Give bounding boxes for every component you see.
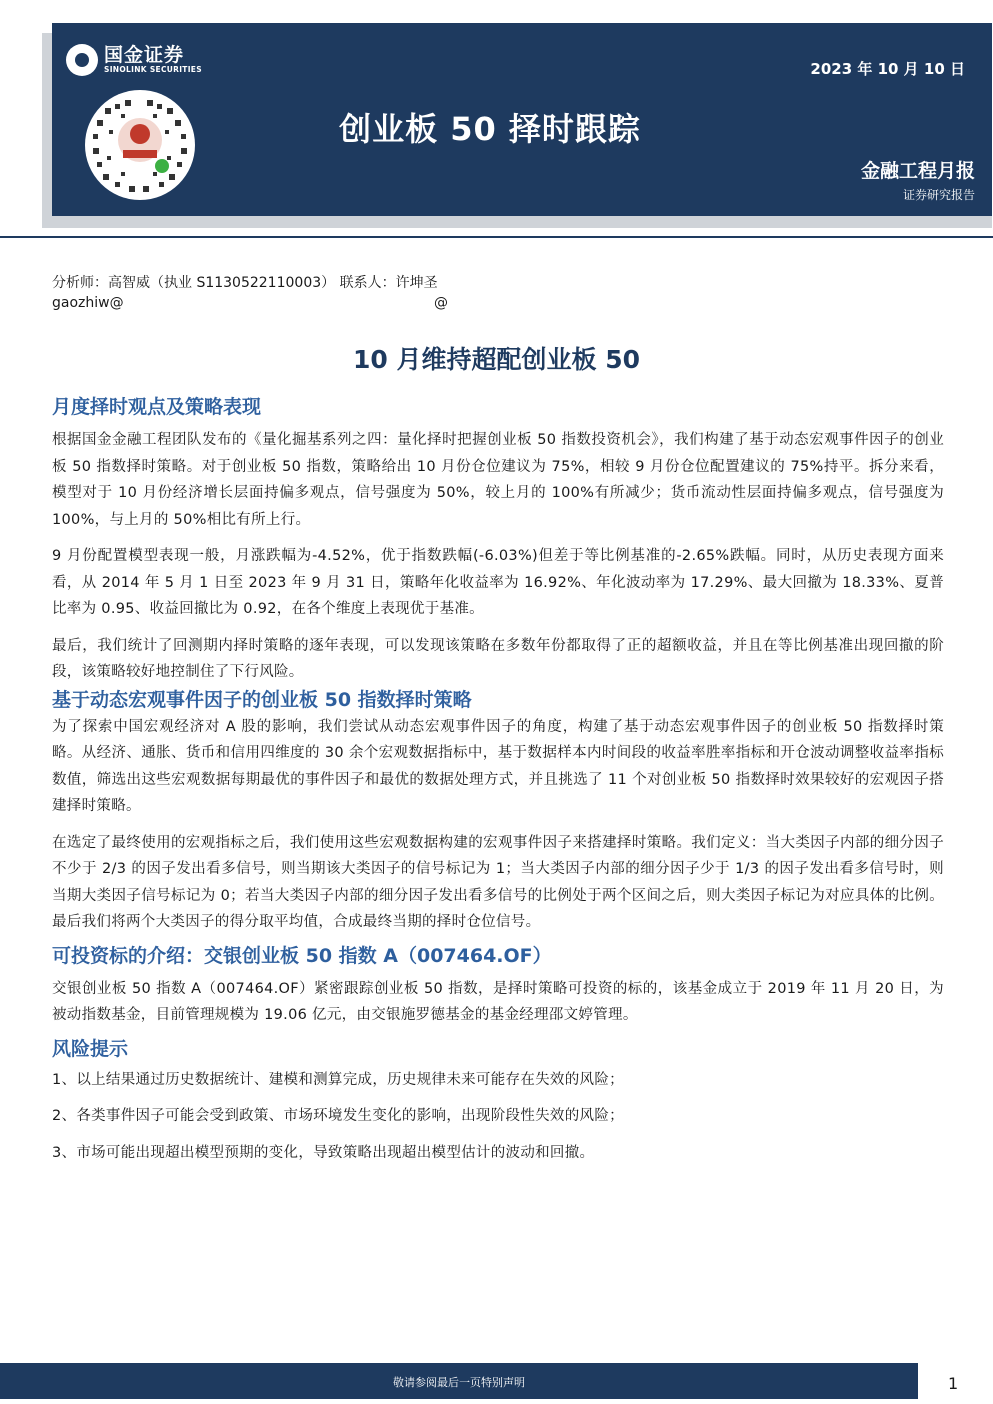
footer-notice: 敬请参阅最后一页特别声明 (393, 1376, 525, 1389)
risk-item: 3、市场可能出现超出模型预期的变化，导致策略出现超出模型估计的波动和回撤。 (52, 1144, 595, 1161)
report-date: 2023 年 10 月 10 日 (810, 60, 965, 78)
risk-item: 1、以上结果通过历史数据统计、建模和测算完成，历史规律未来可能存在失效的风险； (52, 1071, 624, 1088)
email-row (52, 293, 472, 313)
logo-chinese-name: 国金证券 (104, 44, 185, 66)
paragraph: 9 月份配置模型表现一般，月涨跌幅为-4.52%，优于指数跌幅(-6.03%)但差于等比例基准的-2.65%跌幅。同时，从历史表现方面来看，从 2014 年 5 月 1 日至 2023 年 9 月 31 日，策略年化收益率为 16.92%、年化波动率为 17.29%、最大回撤为 18.33%、夏普比率为 0.95、收益回撤比为 0.92，在各个维度上表现优于基准。 (52, 548, 944, 617)
section-heading: 基于动态宏观事件因子的创业板 50 指数择时策略 (52, 688, 472, 711)
logo-mark-icon (66, 44, 98, 76)
qr-code-icon (85, 90, 195, 200)
section-heading: 月度择时观点及策略表现 (52, 396, 262, 418)
section-heading: 可投资标的介绍：交银创业板 50 指数 A（007464.OF） (52, 944, 552, 967)
report-title: 创业板 50 择时跟踪 (339, 110, 641, 148)
logo-english-name: SINOLINK SECURITIES (104, 65, 202, 74)
company-logo (66, 44, 202, 76)
report-body (52, 393, 944, 1166)
report-type: 金融工程月报 (860, 160, 975, 182)
contact-email[interactable]: @ (434, 295, 448, 311)
analyst-line: 分析师：高智威（执业 S1130522110003） 联系人：许坤圣 (52, 275, 438, 291)
header-divider (0, 236, 993, 238)
report-kind: 证券研究报告 (902, 188, 975, 202)
paragraph: 在选定了最终使用的宏观指标之后，我们使用这些宏观数据构建的宏观事件因子来搭建择时策略。我们定义：当大类因子内部的细分因子不少于 2/3 的因子发出看多信号，则当期该大类因子的信号标记为 1；当大类因子内部的细分因子少于 1/3 的因子发出看多信号时，则当期大类因子信号标记为 0；若当大类因子内部的细分因子发出看多信号的比例处于两个区间之后，则大类因子标记为对应具体的比例。最后我们将两个大类因子的得分取平均值，合成最终当期的择时仓位信号。 (52, 834, 944, 930)
main-title: 10 月维持超配创业板 50 (353, 345, 640, 374)
section-heading: 风险提示 (52, 1037, 129, 1060)
risk-item: 2、各类事件因子可能会受到政策、市场环境发生变化的影响，出现阶段性失效的风险； (52, 1108, 624, 1124)
paragraph: 交银创业板 50 指数 A（007464.OF）紧密跟踪创业板 50 指数，是择时策略可投资的标的，该基金成立于 2019 年 11 月 20 日，为被动指数基金，目前管理规模为 19.06 亿元，由交银施罗德基金的基金经理邵文婷管理。 (52, 980, 944, 1023)
paragraph: 最后，我们统计了回测期内择时策略的逐年表现，可以发现该策略在多数年份都取得了正的超额收益，并且在等比例基准出现回撤的阶段，该策略较好地控制住了下行风险。 (52, 637, 944, 680)
page-number: 1 (948, 1374, 959, 1393)
analyst-email[interactable]: gaozhiw@ (52, 295, 124, 311)
paragraph: 根据国金金融工程团队发布的《量化掘基系列之四：量化择时把握创业板 50 指数投资机会》，我们构建了基于动态宏观事件因子的创业板 50 指数择时策略。对于创业板 50 指数，策略给出 10 月份仓位建议为 75%，相较 9 月份仓位配置建议的 75%持平。拆分来看，模型对于 10 月份经济增长层面持偏多观点，信号强度为 50%，较上月的 100%有所减少；货币流动性层面持偏多观点，信号强度为 100%，与上月的 50%相比有所上行。 (52, 432, 944, 528)
paragraph: 为了探索中国宏观经济对 A 股的影响，我们尝试从动态宏观事件因子的角度，构建了基于动态宏观事件因子的创业板 50 指数择时策略。从经济、通胀、货币和信用四维度的 30 余个宏观数据指标中，基于数据样本内时间段的收益率胜率指标和开仓波动调整收益率指标数值，筛选出这些宏观数据每期最优的事件因子和最优的数据处理方式，并且挑选了 11 个对创业板 50 指数择时效果较好的宏观因子搭建择时策略。 (52, 718, 944, 814)
